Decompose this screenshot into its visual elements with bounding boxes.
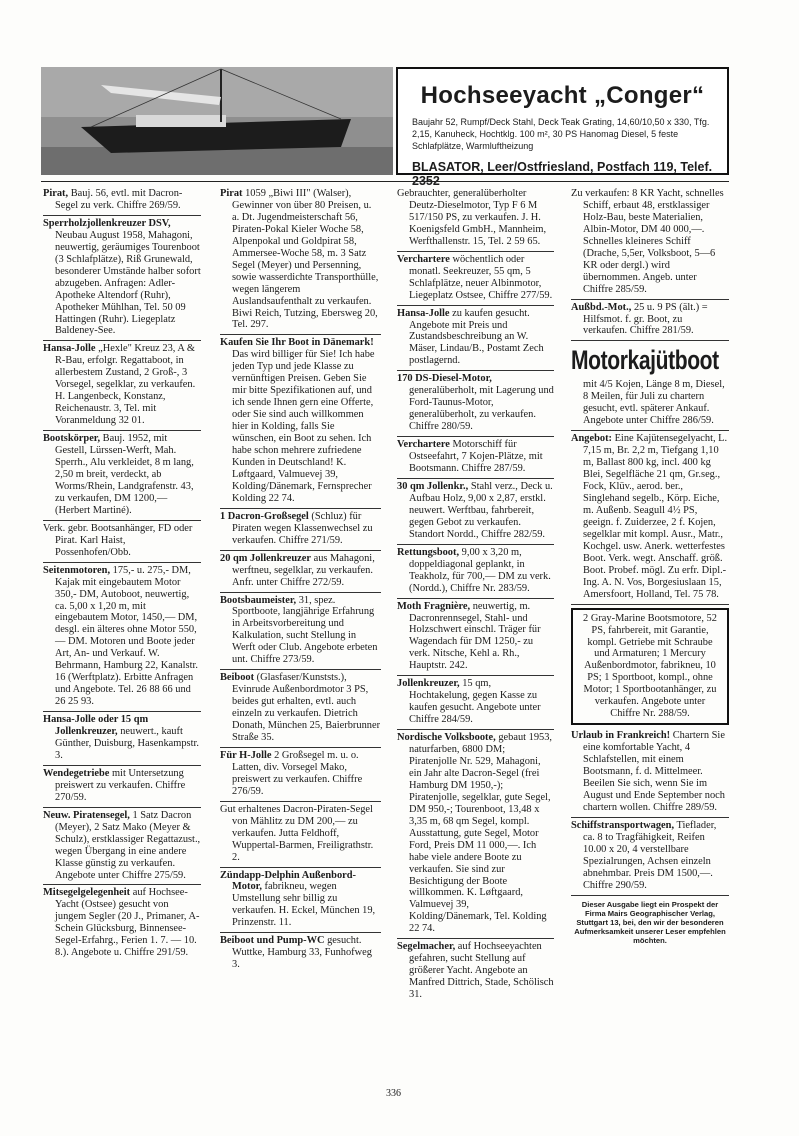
classified-ad: Hansa-Jolle „Hexle" Kreuz 23, A & R-Bau, erfolgr. Regattaboot, in allerbestem Zustand, 2 Groß-, 3 Vorsegel, segelklar, zu verkaufen. H. Langenbeck, Konstanz, Reichenaustr. 3, Tel. mit Voranmeldung 32 01. bbox=[43, 341, 201, 431]
classified-ad: 170 DS-Diesel-Motor, generalüberholt, mit Lagerung und Ford-Taunus-Motor, generalüberholt, zu verkaufen. Chiffre 280/59. bbox=[397, 371, 554, 437]
classified-ad: Zündapp-Delphin Außenbord-Motor, fabrikneu, wegen Umstellung sehr billig zu verkaufen. H. Eckel, München 19, Prinzenstr. 11. bbox=[220, 868, 381, 934]
classified-ad: Verk. gebr. Bootsanhänger, FD oder Pirat. Karl Haist, Possenhofen/Obb. bbox=[43, 521, 201, 563]
classified-ad: Verchartere wöchentlich oder monatl. Seekreuzer, 55 qm, 5 Schlafplätze, neuer Albinmotor, Liegeplatz Ostsee, Chiffre 277/59. bbox=[397, 252, 554, 306]
classified-ad: Kaufen Sie Ihr Boot in Dänemark! Das wird billiger für Sie! Ich habe jeden Typ und jede Klasse zu vernünftigen Preisen. Geben Sie mir bitte Spezifikationen auf, und ich sende Ihnen gern eine Offerte, oder Sie sind auch willkommen hier in Kolding, falls Sie wünschen, ein Boot zu sehen. Ich habe schon mehrere zufriedene Kunden in Deutschland! K. Løftgaard, Valmuevej 39, Kolding/Dänemark, Fernsprecher Kolding 22 74. bbox=[220, 335, 381, 508]
classified-ad: Für H-Jolle 2 Großsegel m. u. o. Latten, div. Vorsegel Mako, preiswert zu verkaufen. Chiffre 276/59. bbox=[220, 748, 381, 802]
classified-ad: Nordische Volksboote, gebaut 1953, naturfarben, 6800 DM; Piratenjolle Nr. 529, Mahagoni, ein Jahr alte Dacron-Segel (frei Hamburg DM 1950,-); Piratenjolle, segelklar, gute Segel, DM 950,-; Tourenboot, 13,48 x 3,35 m, 68 qm Segel, kompl. Ausstattung, gute Segel, Motor Ford, Preis DM 11 000,—. Ich habe viele andere Boote zu verkaufen. Sie sind zur Besichtigung der Boote willkommen. K. Løftgaard, Valmuevej 39, Kolding/Dänemark, Tel. Kolding 22 74. bbox=[397, 730, 554, 939]
ad-description: Baujahr 52, Rumpf/Deck Stahl, Deck Teak Grating, 14,60/10,50 x 330, Tfg. 2,15, Kanuheck, Hochtklg. 100 m², 30 PS Hanomag Diesel, 5 feste Schlafplätze, Warmluftheizung bbox=[412, 117, 710, 151]
classified-ad: Seitenmotoren, 175,- u. 275,- DM, Kajak mit eingebautem Motor 350,- DM, Autoboot, neuwertig, ca. 5,00 x 1,20 m, mit eingebautem Motor, 1450,— DM, desgl. ein älteres ohne Motor 550,— DM. Motoren und Boote jeder Art, An- und Verkauf. W. Behrmann, Hamburg 22, Kanalstr. 16 (Werftplatz). Erbitte Anfragen und Angebote. Tel. 26 88 66 und 26 25 93. bbox=[43, 563, 201, 712]
classified-ad: Hansa-Jolle zu kaufen gesucht. Angebote mit Preis und Zustandsbeschreibung an W. Mäser, Lindau/B., Postamt Zech postlagernd. bbox=[397, 306, 554, 372]
classified-ad: Rettungsboot, 9,00 x 3,20 m, doppeldiagonal geplankt, in Teakholz, für 700,— DM zu verk. (Nordd.), Chiffre Nr. 283/59. bbox=[397, 545, 554, 599]
classified-ad: Jollenkreuzer, 15 qm, Hochtakelung, gegen Kasse zu kaufen gesucht. Angebote unter Chiffre 284/59. bbox=[397, 676, 554, 730]
classified-ad: mit 4/5 Kojen, Länge 8 m, Diesel, 8 Meilen, für Juli zu chartern gesucht, evtl. späterer Ankauf. Angebote unter Chiffre 286/59. bbox=[571, 377, 729, 431]
classified-ad: Urlaub in Frankreich! Chartern Sie eine komfortable Yacht, 4 Schlafstellen, mit einem Bootsmann, f. d. Mittelmeer. Beeilen Sie sich, wenn Sie im August und Ende September noch chartern wollen. Chiffre 289/59. bbox=[571, 728, 729, 818]
classified-ad: Angebot: Eine Kajütensegelyacht, L. 7,15 m, Br. 2,2 m, Tiefgang 1,10 m, Ballast 800 kg, incl. 400 kg Blei, Segelfläche 21 qm, Gr.seg., Fock, Klüv., aerod. ber., Singlehand segelb., Körp. Eiche, m. Außenb. Seagull 4½ PS, geeign. f. Zuiderzee, 2 f. Kojen, segelklar mit kompl. Ausr., Matr., Kochgel. usw. Anerk. wetterfestes Boot. Verk. wegt. Anschaff. größ. Boot. Probef. mögl. Zu erfr. Dipl.-Ing. A. N. Vos, Borgesiuslaan 15, Amersfoort, Holland, Tel. 75 78. bbox=[571, 431, 729, 604]
classified-ad: Sperrholzjollenkreuzer DSV, Neubau August 1958, Mahagoni, neuwertig, geräumiges Tourenboot (3 Schlafplätze), Riß Grunewald, besonderer Umstände halber sofort abzugeben. Anfragen: Adler-Apotheke Altendorf (Ruhr), Apotheker Mühlhan, Tel. 50 09 Hattingen (Ruhr). Liegeplatz Baldeney-See. bbox=[43, 216, 201, 342]
classified-ad: Segelmacher, auf Hochseeyachten gefahren, sucht Stellung auf größerer Yacht. Angebote an Manfred Dittrich, Stade, Schölisch 31. bbox=[397, 941, 554, 1001]
column-3 bbox=[397, 186, 554, 1004]
classified-ad: 20 qm Jollenkreuzer aus Mahagoni, werftneu, segelklar, zu verkaufen. Anfr. unter Chiffre 272/59. bbox=[220, 551, 381, 593]
classified-ad: Gebrauchter, generalüberholter Deutz-Dieselmotor, Typ F 6 M 517/150 PS, zu verkaufen. J. H. Koenigsfeld GmbH., Mannheim, Werfthallenstr. 15, Tel. 2 59 65. bbox=[397, 186, 554, 252]
classified-ad: 1 Dacron-Großsegel (Schluz) für Piraten wegen Klassenwechsel zu verkaufen. Chiffre 271/59. bbox=[220, 509, 381, 551]
classified-ad: Moth Fragnière, neuwertig, m. Dacronrennsegel, Stahl- und Holzschwert einschl. Träger für Wagendach für DM 1250,- zu verk. Nitsche, Kehl a. Rh., Hauptstr. 242. bbox=[397, 599, 554, 677]
classified-ad: Wendegetriebe mit Untersetzung preiswert zu verkaufen. Chiffre 270/59. bbox=[43, 766, 201, 808]
yacht-photo bbox=[41, 67, 393, 175]
classified-ad: Beiboot und Pump-WC gesucht. Wuttke, Hamburg 33, Funhofweg 3. bbox=[220, 935, 372, 971]
classified-ad: Beiboot (Glasfaser/Kunststs.), Evinrude Außenbordmotor 3 PS, beides gut erhalten, evtl. auch einzeln zu verkaufen. Dietrich Donath, München 25, Baierbrunner Straße 35. bbox=[220, 670, 381, 748]
classified-ad: Pirat, Bauj. 56, evtl. mit Dacron-Segel zu verk. Chiffre 269/59. bbox=[43, 186, 201, 216]
divider bbox=[41, 181, 729, 182]
classified-ad: 30 qm Jollenkr., Stahl verz., Deck u. Aufbau Holz, 9,00 x 2,87, erstkl. neuwert. Werftbau, fahrbereit, gegen Gebot zu verkaufen. Standort Nordd., Chiffre 282/59. bbox=[397, 479, 554, 545]
column-4 bbox=[571, 186, 729, 945]
column-2 bbox=[220, 186, 381, 974]
classified-ad: Außbd.-Mot., 25 u. 9 PS (ält.) = Hilfsmot. f. gr. Boot, zu verkaufen. Chiffre 281/59. bbox=[571, 300, 729, 342]
classified-ad: Pirat 1059 „Biwi III" (Walser), Gewinner von über 80 Preisen, u. a. Dt. Jugendmeisterschaft 56, Piraten-Pokal Kieler Woche 58, Alpenpokal und Goldpirat 58, Ammersee-Woche 58, m. 3 Satz Segel (Meyer) und Persenning, sowie wasserdichte Transporthülle, wegen längerem Auslandsaufenthalt zu verkaufen. Biwi Reich, Tutzing, Ebersweg 20, Tel. 297. bbox=[220, 186, 381, 335]
classified-ad: Neuw. Piratensegel, 1 Satz Dacron (Meyer), 2 Satz Mako (Meyer & Schulz), erstklassiger Regattazust., wegen Übergang in eine andere Klasse günstig zu verkaufen. Angebote unter Chiffre 275/59. bbox=[43, 808, 201, 886]
ad-title: Hochseeyacht „Conger“ bbox=[420, 82, 705, 109]
classified-ad: Zu verkaufen: 8 KR Yacht, schnelles Schiff, erbaut 48, erstklassiger Holz-Bau, beste Materialien, Albin-Motor, DM 40 000,—. Schnelles kleineres Schiff (Drache, 5,5er, Volksboot, 5—6 KR oder dergl.) wird übernommen. Angeb. unter Chiffre 285/59. bbox=[571, 186, 729, 300]
classified-ad: Bootskörper, Bauj. 1952, mit Gestell, Lürssen-Werft, Mah. Sperrh., Alu verkleidet, 8 m lang, 2,50 m breit, verdeckt, ab Worms/Rhein, Landgrafenstr. 43, zu verkaufen, DM 1200,— (Herbert Martiné). bbox=[43, 431, 201, 521]
classified-ad: Hansa-Jolle oder 15 qm Jollenkreuzer, neuwert., kauft Günther, Duisburg, Hasenkampstr. 3. bbox=[43, 712, 201, 766]
classified-ad: Bootsbaumeister, 31, spez. Sportboote, langjährige Erfahrung in Arbeitsvorbereitung und Kalkulation, sucht Stellung in Werft oder Club. Angebote erbeten unt. Chiffre 273/59. bbox=[220, 593, 381, 671]
boxed-ad-boat-motors: 2 Gray-Marine Bootsmotore, 52 PS, fahrbereit, mit Garantie, kompl. Getriebe mit Schraube und Armaturen; 1 Mercury Außenbordmotor, fabrikneu, 10 PS; 1 Sportboot, kompl., ohne Motor; 1 Sportbootanhänger, zu verkaufen. Angebote unter Chiffre Nr. 288/59. bbox=[571, 608, 729, 726]
classified-ad: Schiffstransportwagen, Tieflader, ca. 8 to Tragfähigkeit, Reifen 10.00 x 20, 4 verstellbare Spezialrungen, Achsen einzeln abnehmbar. Preis DM 1500,—. Chiffre 290/59. bbox=[571, 818, 729, 896]
classified-ad: Verchartere Motorschiff für Ostseefahrt, 7 Kojen-Plätze, mit Bootsmann. Chiffre 287/59. bbox=[397, 437, 554, 479]
footer-note: Dieser Ausgabe liegt ein Prospekt der Firma Mairs Geographischer Verlag, Stuttgart 13, bei, den wir der besonderen Aufmerksamkeit unserer Leser empfehlen möchten. bbox=[574, 899, 726, 945]
header-advertisement bbox=[396, 67, 729, 188]
page-number: 336 bbox=[386, 1088, 401, 1099]
classified-ad: Gut erhaltenes Dacron-Piraten-Segel von Mählitz zu DM 200,— zu verkaufen. Jutta Feldhoff, Wuppertal-Barmen, Freiligrathstr. 2. bbox=[220, 802, 381, 868]
ad-contact: BLASATOR, Leer/Ostfriesland, Postfach 119, Telef. 2352 bbox=[412, 160, 713, 188]
motorkajuetboot-heading: Motorkajütboot bbox=[571, 345, 719, 376]
classified-ad: Mitsegelgelegenheit auf Hochsee-Yacht (Ostsee) gesucht von jungem Segler (20 J., Primaner, A-Schein Glücksburg, Binnensee-Segel-Erfahrg., Ferien 1. 7. — 10. 8.). Angebote u. Chiffre 291/59. bbox=[43, 887, 200, 959]
sailboat-illustration bbox=[41, 67, 393, 175]
column-1 bbox=[43, 186, 201, 962]
